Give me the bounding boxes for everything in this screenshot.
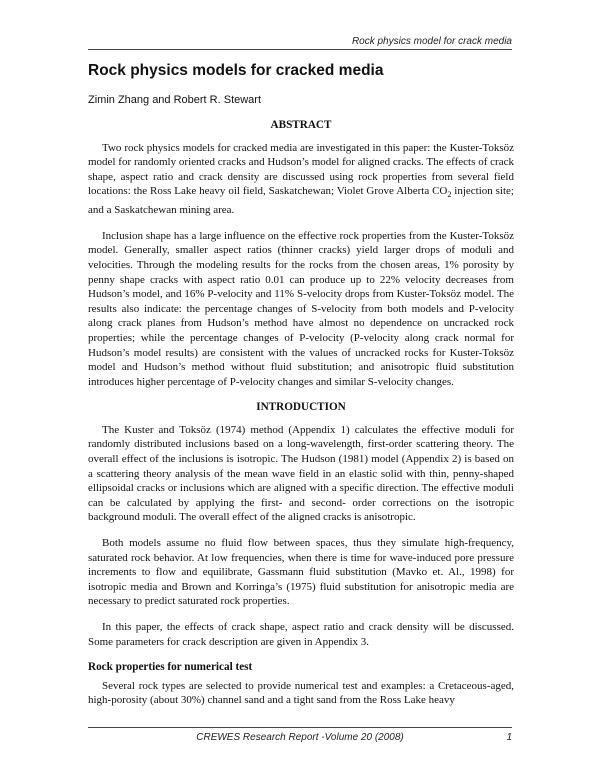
introduction-heading: INTRODUCTION	[256, 401, 346, 414]
abstract-heading: ABSTRACT	[270, 119, 332, 131]
page-number: 1	[506, 732, 512, 743]
abstract-paragraph-2: Inclusion shape has a large influence on the effective rock properties from the Kuster-Toksöz model. Generally, smaller aspect ratios (thinner cracks) yield larger drops of moduli and velocities. Through the modeling results for the rocks from the chosen areas, 1% porosity by penny shape cracks with aspect ratio 0.01 can produce up to 22% velocity decreases from Hudson’s model, and 16% P-velocity and 11% S-velocity drops from Kuster-Toksöz model. The results also indicate: the percentage changes of S-velocity from both models and P-velocity along crack planes from Hudson’s method have almost no dependence on uncracked rock properties; while the percentage changes of P-velocity (P-velocity along crack normal for Hudson’s model results) are consistent with the values of uncracked rocks for Kuster-Toksöz model and Hudson’s method without fluid substitution; and anisotropic fluid substitution introduces higher percentage of P-velocity changes and similar S-velocity changes.	[88, 229, 514, 388]
paper-title: Rock physics models for cracked media	[88, 62, 384, 79]
authors: Zimin Zhang and Robert R. Stewart	[88, 94, 262, 106]
intro-paragraph-2: Both models assume no fluid flow between spaces, thus they simulate high-frequency, saturated rock behavior. At low frequencies, when there is time for wave-induced pore pressure increments to flow and equilibrate, Gassmann fluid substitution (Mavko et. Al., 1998) for isotropic media and Brown and Korringa’s (1975) fluid substitution for anisotropic media are necessary to predict saturated rock properties.	[88, 537, 514, 608]
paper-body	[88, 118, 514, 719]
abstract-paragraph-1: Two rock physics models for cracked media are investigated in this paper: the Kuster-Toksöz model for randomly oriented cracks and Hudson’s model for aligned cracks. The effects of crack shape, aspect ratio and crack density are discussed using rock properties from several field locations: the Ross Lake heavy oil field, Saskatchewan; Violet Grove Alberta $CO_2$ injection site; and a Saskatchewan mining area.	[88, 141, 514, 217]
footer-rule	[88, 727, 512, 728]
intro-paragraph-3: In this paper, the effects of crack shape, aspect ratio and crack density will be discussed. Some parameters for crack description are given in Appendix 3.	[88, 621, 514, 648]
section-heading: Rock properties for numerical test	[88, 661, 253, 674]
intro-paragraph-1: The Kuster and Toksöz (1974) method (Appendix 1) calculates the effective moduli for randomly distributed inclusions based on a long-wavelength, first-order scattering theory. The overall effect of the inclusions is isotropic. The Hudson (1981) model (Appendix 2) is based on a scattering theory analysis of the mean wave field in an elastic solid with thin, penny-shaped ellipsoidal cracks or inclusions which are aligned with a specific direction. The effective moduli can be calculated by applying the first- and second- order corrections on the isotropic background moduli. The overall effect of the aligned cracks is anisotropic.	[88, 423, 514, 524]
header-rule	[88, 49, 512, 50]
section-paragraph-1: Several rock types are selected to provide numerical test and examples: a Cretaceous-aged, high-porosity (about 30%) channel sand and a tight sand from the Ross Lake heavy	[88, 679, 514, 707]
footer-text: CREWES Research Report -Volume 20 (2008)	[196, 732, 404, 743]
running-head: Rock physics model for crack media	[351, 36, 512, 47]
